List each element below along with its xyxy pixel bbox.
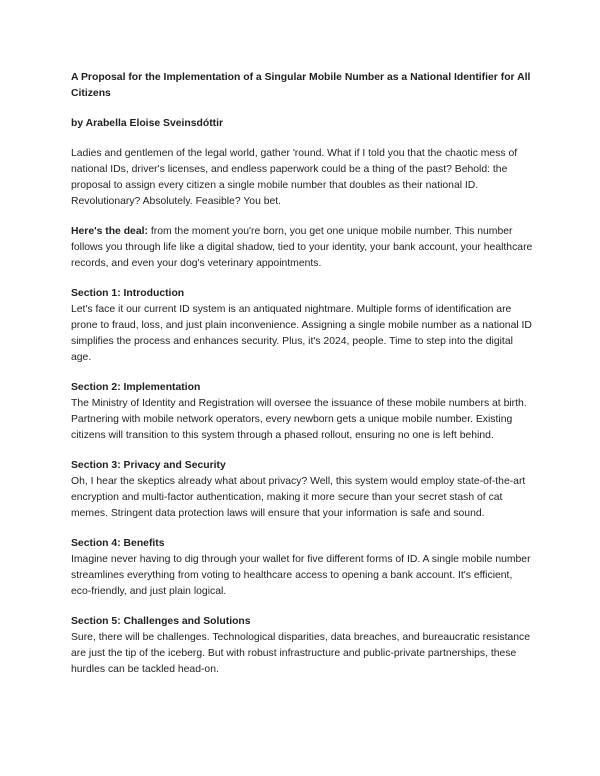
section-body: The Ministry of Identity and Registration will oversee the issuance of these mobile numbers at birth. Partnering with mobile network operators, every newborn gets a unique mobile number. Existing citizens will transition to this system through a phased rollout, ensuring no one is left behind.	[71, 398, 527, 441]
deal-lead: Here's the deal:	[71, 226, 148, 237]
author-byline: by Arabella Eloise Sveinsdóttir	[71, 118, 224, 129]
section-introduction	[71, 286, 533, 366]
intro-paragraph: Ladies and gentlemen of the legal world, gather 'round. What if I told you that the chaotic mess of national IDs, driver's licenses, and endless paperwork could be a thing of the past? Behold: the proposal to assign every citizen a single mobile number that doubles as their national ID. Revolutionary? Absolutely. Feasible? You bet.	[71, 148, 518, 207]
section-body: Imagine never having to dig through your wallet for five different forms of ID. A single mobile number streamlines everything from voting to healthcare access to opening a bank account. It's efficient, eco-friendly, and just plain logical.	[71, 554, 531, 597]
section-body: Oh, I hear the skeptics already what about privacy? Well, this system would employ state-of-the-art encryption and multi-factor authentication, making it more secure than your secret stash of cat memes. Stringent data protection laws will ensure that your information is safe and sound.	[71, 476, 526, 519]
section-body: Let's face it our current ID system is an antiquated nightmare. Multiple forms of identification are prone to fraud, loss, and just plain inconvenience. Assigning a single mobile number as a national ID simplifies the process and enhances security. Plus, it's 2024, people. Time to step into the digital age.	[71, 304, 532, 363]
section-heading: Section 1: Introduction	[71, 288, 185, 299]
section-privacy-security	[71, 458, 533, 522]
document-page	[71, 70, 533, 692]
section-heading: Section 3: Privacy and Security	[71, 460, 226, 471]
section-heading: Section 4: Benefits	[71, 538, 165, 549]
section-implementation	[71, 380, 533, 444]
section-challenges-solutions	[71, 614, 533, 678]
section-benefits	[71, 536, 533, 600]
section-body: Sure, there will be challenges. Technological disparities, data breaches, and bureaucratic resistance are just the tip of the iceberg. But with robust infrastructure and public-private partnerships, these hurdles can be tackled head-on.	[71, 632, 530, 675]
section-heading: Section 2: Implementation	[71, 382, 201, 393]
section-heading: Section 5: Challenges and Solutions	[71, 616, 251, 627]
deal-paragraph	[71, 224, 533, 272]
document-title: A Proposal for the Implementation of a Singular Mobile Number as a National Identifier for All Citizens	[71, 72, 531, 99]
deal-text: from the moment you're born, you get one unique mobile number. This number follows you through life like a digital shadow, tied to your identity, your bank account, your healthcare records, and even your dog's veterinary appointments.	[71, 226, 533, 269]
